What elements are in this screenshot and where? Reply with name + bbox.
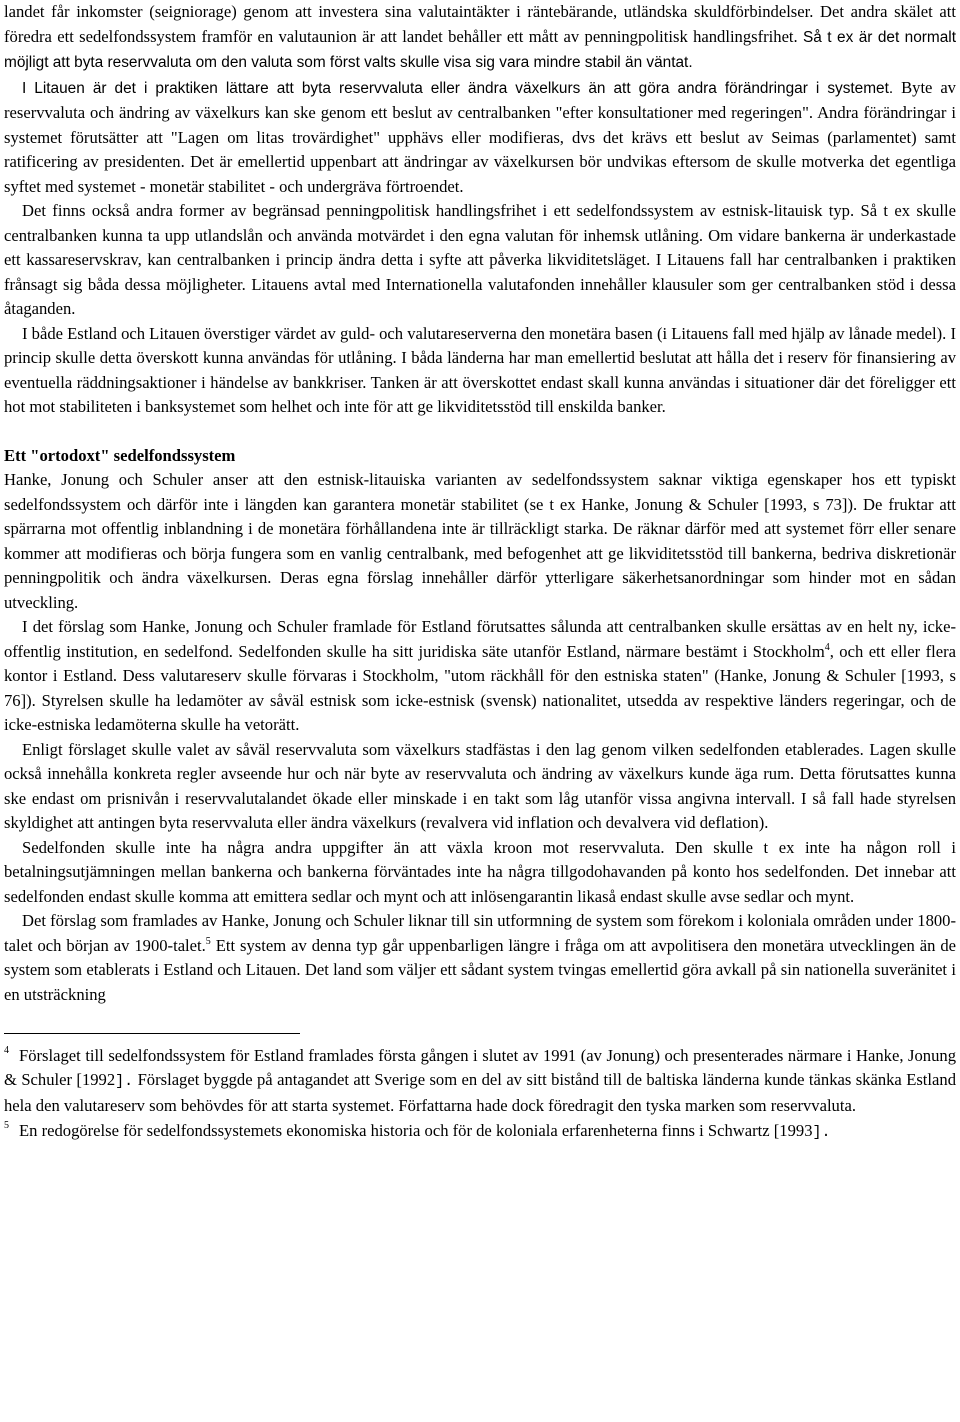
footnote-bracket: ]. [115, 1073, 134, 1091]
paragraph-1 [4, 0, 956, 76]
section-gap [4, 420, 956, 444]
paragraph-6-text-b: , och ett eller flera kontor i Estland. Dess valutareserv skulle förvaras i Stockholm, "utom räckhåll för den estniska staten" (Hanke, Jonung & Schuler [1993, s 76]). Styrelsen skulle ha ledamöter av såväl estnisk som icke-estnisk (svensk) nationalitet, utsedda av respektive länders regeringar, och de icke-estniska ledamöterna skulle ha vetorätt. [4, 641, 956, 734]
paragraph-2 [4, 76, 956, 200]
paragraph-2-text-b: Byte av reservvaluta och ändring av växelkurs kan ske genom ett beslut av centralbanken "efter konsultationer med regeringen". Andra förändringar i systemet förutsätter att "Lagen om litas trovärdighet" upphävs eller modifieras, dvs det krävs ett beslut av Seimas (parlamentet) samt ratificering av presidenten. Det är emellertid uppenbart att ändringar av växelkursen bör undvikas eftersom de skulle motverka det egentliga syftet med systemet - monetär stabilitet - och undergräva förtroendet. [4, 77, 956, 196]
paragraph-6 [4, 615, 956, 738]
paragraph-5: Hanke, Jonung och Schuler anser att den estnisk-litauiska varianten av sedelfondssystem saknar viktiga egenskaper hos ett typiskt sedelfondssystem och därför inte i längden kan garantera monetär stabilitet (se t ex Hanke, Jonung & Schuler [1993, s 73]). De fruktar att spärrarna mot offentlig inblandning i de monetära förhållandena inte är tillräckligt starka. De räknar därför med att systemet förr eller senare kommer att modifieras och börja fungera som en vanlig centralbank, med befogenhet att ge likviditetsstöd till bankerna, bedriva diskretionär penningpolitik och ändra växelkursen. Deras egna förslag innehåller därför ytterligare säkerhetsanordningar som hinder mot en sådan utveckling. [4, 470, 956, 612]
footnote-ref-4[interactable]: 4 [824, 641, 830, 653]
paragraph-8: Sedelfonden skulle inte ha några andra uppgifter än att växla kroon mot reservvaluta. Den skulle t ex inte ha någon roll i betalningsutjämningen mellan bankerna och bankerna förväntades inte ha några tillgodohavanden på konto hos sedelfonden. Det innebar att sedelfonden endast skulle komma att emittera sedlar och mynt och att inlösengarantin likaså endast skulle avse sedlar och mynt. [4, 837, 956, 906]
footnote-bracket: ]. [812, 1123, 831, 1141]
footnote-text-b: Förslaget byggde på antagandet att Sverige som en del av sitt bistånd till de baltiska länderna kunde tänkas skänka Estland hela den valutareserv som behövdes för att starta systemet. Författarna hade dock föredragit den tyska marken som reservvaluta. [4, 1070, 956, 1116]
paragraph-4: I både Estland och Litauen överstiger värdet av guld- och valutareserverna den monetära basen (i Litauens fall med hjälp av lånade medel). I princip skulle detta överskott kunna användas för utlåning. I båda länderna har man emellertid beslutat att hålla det i reserv för finansiering av eventuella räddningsaktioner i händelse av bankkriser. Tanken är att överskottet endast skall kunna användas i situationer där det föreligger ett hot mot stabiliteten i banksystemet som helhet och inte för att ge likviditetsstöd till enskilda banker. [4, 323, 956, 416]
section-heading: Ett "ortodoxt" sedelfondssystem [4, 445, 236, 465]
paragraph-1-text-a: landet får inkomster (seigniorage) genom att investera sina valutaintäkter i räntebärande, utländska skuldförbindelser. Det andra skälet att föredra ett sedelfondssystem framför en valutaunion är att landet behåller ett mått av penningpolitisk handlingsfrihet. [4, 2, 956, 46]
paragraph-6-text-a: I det förslag som Hanke, Jonung och Schuler framlade för Estland förutsattes sålunda att centralbanken skulle ersättas av en helt ny, icke-offentlig institution, en sedelfond. Sedelfonden skulle ha sitt juridiska säte utanför Estland, närmare bestämt i Stockholm [4, 617, 956, 661]
footnote-separator [4, 1033, 300, 1044]
footnote-number: 4 [4, 1045, 9, 1056]
footnote-text-a: En redogörelse för sedelfondssystemets ekonomiska historia och för de koloniala erfarenheterna finns i Schwartz [1993 [19, 1120, 813, 1140]
paragraph-7: Enligt förslaget skulle valet av såväl reservvaluta som växelkurs stadfästas i den lag genom vilken sedelfonden etablerades. Lagen skulle också innehålla konkreta regler avseende hur och när byte av reservvaluta och ändring av växelkurs kunde äga rum. Detta förutsattes kunna ske endast om prisnivån i reservvalutalandet ökade eller minskade i en takt som låg utanför vissa angivna intervall. I så fall hade styrelsen skyldighet att antingen byta reservvaluta eller ändra växelkurs (revalvera vid inflation och devalvera vid deflation). [4, 739, 956, 832]
paragraph-9-text-a: Det förslag som framlades av Hanke, Jonung och Schuler liknar till sin utformning de system som förekom i koloniala områden under 1800-talet och början av 1900-talet. [4, 911, 956, 955]
paragraph-9 [4, 909, 956, 1007]
footnote-5 [4, 1119, 956, 1145]
footnote-4 [4, 1044, 956, 1119]
document-page [4, 0, 956, 1145]
footnote-ref-5[interactable]: 5 [205, 935, 211, 947]
paragraph-1-text-b: Så t ex är det normalt möjligt att byta reservvaluta om den valuta som först valts skulle visa sig vara mindre stabil än väntat. [4, 28, 956, 71]
paragraph-3: Det finns också andra former av begränsad penningpolitisk handlingsfrihet i ett sedelfondssystem av estnisk-litauisk typ. Så t ex skulle centralbanken kunna ta upp utlandslån och använda motvärdet i den egna valutan för inhemsk utlåning. Om vidare bankerna är underkastade ett kassareservskrav, kan centralbanken i princip ändra detta i syfte att påverka likviditetsläget. I Litauens fall har centralbanken i praktiken frånsagt sig båda dessa möjligheter. Litauens avtal med Internationella valutafonden innehåller klausuler som ger centralbanken stöd i dessa åtaganden. [4, 201, 956, 318]
paragraph-9-text-b: Ett system av denna typ går uppenbarligen längre i fråga om att avpolitisera den monetära utvecklingen än de system som etablerats i Estland och Litauen. Det land som väljer ett sådant system tvingas emellertid göra avkall på sin nationella suveränitet i en utsträckning [4, 935, 956, 1004]
paragraph-2-text-a: I Litauen är det i praktiken lättare att byta reservvaluta eller ändra växelkurs än att göra andra förändringar i systemet. [22, 79, 894, 97]
footnote-number: 5 [4, 1119, 9, 1131]
footnote-text-a: Förslaget till sedelfondssystem för Estland framlades första gången i slutet av 1991 (av Jonung) och presenterades närmare i Hanke, Jonung & Schuler [1992 [4, 1046, 956, 1090]
footnotes [4, 1044, 956, 1145]
